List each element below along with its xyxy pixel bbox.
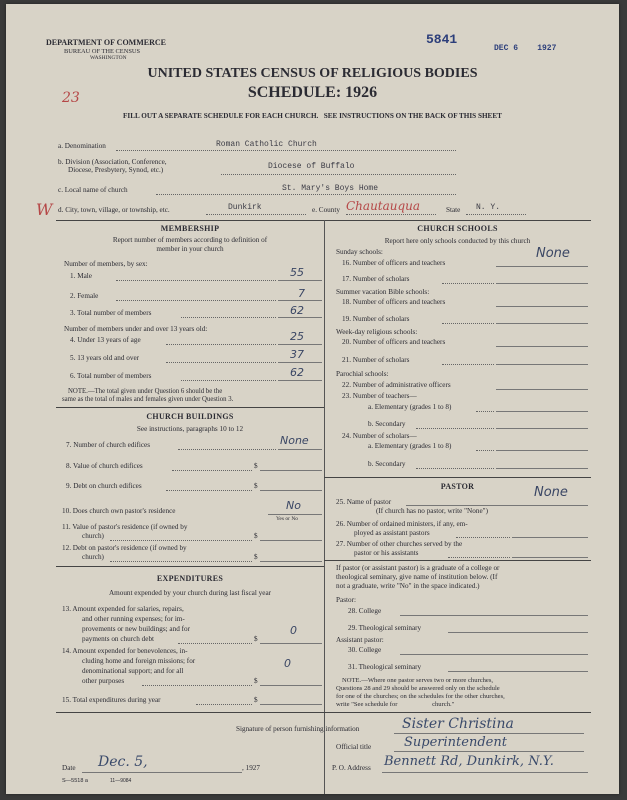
po-address-answer-line [382,772,588,773]
male-answer-line [278,280,322,281]
margin-w: W [36,200,53,219]
division-label-1: b. Division (Association, Conference, [58,158,167,166]
debt-residence-answer-line [260,561,322,562]
date-year: , 1927 [242,764,260,772]
teachers-elementary-answer-line [496,411,588,412]
weekday-scholars-answer-line [496,364,588,365]
expenditures-heading: EXPENDITURES [156,574,224,583]
scholars-elementary-label: a. Elementary (grades 1 to 8) [368,442,452,450]
buildings-subheading: See instructions, paragraphs 10 to 12 [136,425,244,433]
benevolences-label-1: 14. Amount expended for benevolences, in- [62,647,188,655]
local-name-line [156,194,456,195]
assistant-pastors-label-2: ployed as assistant pastors [354,529,430,537]
pastor-heading: PASTOR [440,482,475,491]
value-residence-label-1: 11. Value of pastor's residence (if owned by [62,523,188,531]
membership-note-1: NOTE.—The total given under Question 6 should be the [68,388,223,395]
summer-teachers-answer-line [496,306,588,307]
bureau-name: BUREAU OF THE CENSUS [64,48,141,55]
pastor-note-3: for one of the churches; on the schedules for the other churches, [336,693,505,700]
county-label: e. County [312,206,340,214]
sunday-scholars-answer-line [496,283,588,284]
over-13-answer-line [278,362,322,363]
stamp-date: DEC 6 1927 [494,44,557,53]
weekday-teachers-label: 20. Number of officers and teachers [342,338,446,346]
scholars-secondary-answer-line [496,468,588,469]
total-expenditures-label: 15. Total expenditures during year [62,696,161,704]
church-edifices-dots [178,449,276,450]
running-expenses-value: 0 [290,624,297,637]
assistant-pastors-label-1: 26. Number of ordained ministers, if any, em- [336,520,468,528]
denomination-label: a. Denomination [58,142,106,150]
pastor-name-note: (If church has no pastor, write "None") [376,507,488,515]
assistant-college-label: 30. College [348,646,382,654]
running-expenses-label-4: payments on church debt [82,635,155,643]
assistant-pastors-dots [456,537,510,538]
female-label: 2. Female [70,292,99,300]
official-title-value: Superintendent [404,735,507,750]
teachers-secondary-label: b. Secondary [368,420,406,428]
weekday-scholars-label: 21. Number of scholars [342,356,410,364]
running-expenses-label-2: and other running expenses; for im- [82,615,185,623]
schools-subheading: Report here only schools conducted by this church [384,237,531,245]
table-column-divider [324,220,325,794]
total-expenditures-dots [196,704,252,705]
summer-scholars-answer-line [496,323,588,324]
value-residence-dollar: $ [254,532,258,540]
signature-top-rule [56,712,591,713]
benevolences-dollar: $ [254,677,258,685]
margin-number: 23 [62,90,80,106]
signature-label: Signature of person furnishing information [236,725,360,733]
total-expenditures-answer-line [260,704,322,705]
signature-value: Sister Christina [402,716,514,732]
summer-scholars-label: 19. Number of scholars [342,315,410,323]
debt-residence-dots [110,561,252,562]
yes-no-hint: Yes or No [276,516,299,522]
pastor-bottom-rule [324,560,591,561]
weekday-scholars-dots [442,364,494,365]
state-value: N. Y. [476,203,501,212]
sunday-teachers-value: None [536,246,570,261]
date-answer-line [82,772,242,773]
benevolences-answer-line [260,685,322,686]
debt-edifices-answer-line [260,490,322,491]
pastor-college-label: 28. College [348,607,382,615]
membership-intro-2: member in your church [156,245,224,253]
city-name: WASHINGTON [90,55,127,61]
total-members-age-value: 62 [290,366,304,379]
debt-edifices-label: 9. Debt on church edifices [66,482,142,490]
other-churches-label-1: 27. Number of other churches served by the [336,540,463,548]
city-label: d. City, town, village, or township, etc. [58,206,170,214]
city-value: Dunkirk [228,203,262,212]
division-line [221,174,456,175]
graduate-note-1: If pastor (or assistant pastor) is a graduate of a college or [336,564,500,572]
male-dots [116,280,276,281]
city-line [206,214,306,215]
under-13-answer-line [278,344,322,345]
pastor-seminary-answer-line [448,632,588,633]
scholars-elementary-answer-line [496,450,588,451]
local-name-label: c. Local name of church [58,186,128,194]
benevolences-dots [142,685,252,686]
graduate-note-2: theological seminary, give name of institution below. (If [336,573,498,581]
male-value: 55 [290,266,304,279]
pastor-name-label: 25. Name of pastor [336,498,392,506]
total-members-label: 3. Total number of members [70,309,152,317]
assistant-college-answer-line [400,654,588,655]
total-members-age-label: 6. Total number of members [70,372,152,380]
expenditures-subheading: Amount expended by your church during last fiscal year [108,589,272,597]
buildings-heading: CHURCH BUILDINGS [146,412,234,421]
value-edifices-answer-line [260,470,322,471]
census-schedule-sheet [6,4,619,794]
value-residence-dots [110,540,252,541]
parochial-schools-label: Parochial schools: [336,370,389,378]
running-expenses-dollar: $ [254,635,258,643]
total-members-dots [181,317,276,318]
form-number-2: 11—9084 [110,778,132,784]
scholars-elementary-dots [476,450,494,451]
denomination-value: Roman Catholic Church [216,140,317,149]
total-members-value: 62 [290,304,304,317]
pastor-note-4: write "See schedule for church." [336,701,455,708]
summer-scholars-dots [442,323,494,324]
total-members-age-dots [181,380,276,381]
owns-residence-value: No [286,499,301,512]
male-label: 1. Male [70,272,92,280]
teachers-secondary-answer-line [496,428,588,429]
membership-note-2: same as the total of males and females given under Question 3. [62,396,234,403]
running-expenses-answer-line [260,643,322,644]
po-address-value: Bennett Rd, Dunkirk, N.Y. [384,754,554,769]
teachers-elementary-label: a. Elementary (grades 1 to 8) [368,403,452,411]
teachers-secondary-dots [416,428,494,429]
county-line [346,214,436,215]
under-13-value: 25 [290,330,304,343]
under-13-label: 4. Under 13 years of age [70,336,141,344]
division-value: Diocese of Buffalo [268,162,355,171]
other-churches-dots [448,557,510,558]
county-value: Chautauqua [346,199,421,213]
admin-officers-answer-line [496,389,588,390]
over-13-dots [166,362,276,363]
sunday-scholars-label: 17. Number of scholars [342,275,410,283]
debt-residence-label-1: 12. Debt on pastor's residence (if owned by [62,544,187,552]
schools-heading: CHURCH SCHOOLS [417,224,498,233]
other-churches-label-2: pastor or his assistants [354,549,419,557]
state-label: State [446,206,461,214]
form-number: S—5518 a [62,778,88,784]
over-13-label: 5. 13 years old and over [70,354,140,362]
female-answer-line [278,300,322,301]
debt-residence-dollar: $ [254,553,258,561]
teachers-elementary-dots [476,411,494,412]
pastor-note-1: NOTE.—Where one pastor serves two or more churches, [342,677,494,684]
assistant-pastors-answer-line [512,537,588,538]
pastor-seminary-label: 29. Theological seminary [348,624,422,632]
schools-bottom-rule [324,477,591,478]
scholars-secondary-dots [416,468,494,469]
debt-edifices-dots [166,490,252,491]
under-13-dots [166,344,276,345]
assistant-seminary-answer-line [448,671,588,672]
local-name-value: St. Mary's Boys Home [282,184,379,193]
over-13-value: 37 [290,348,304,361]
summer-schools-label: Summer vacation Bible schools: [336,288,430,296]
signature-answer-line [394,733,584,734]
pastor-subheading: Pastor: [336,596,356,604]
buildings-bottom-rule [56,566,324,567]
by-sex-label: Number of members, by sex: [64,260,148,268]
benevolences-label-3: denominational support; and for all [82,667,184,675]
po-address-label: P. O. Address [332,764,371,772]
debt-residence-label-2: church) [82,553,104,561]
running-expenses-label-1: 13. Amount expended for salaries, repairs, [62,605,184,613]
pastor-name-value: None [534,485,568,500]
other-churches-answer-line [512,557,588,558]
value-edifices-dollar: $ [254,462,258,470]
church-edifices-label: 7. Number of church edifices [66,441,151,449]
value-edifices-label: 8. Value of church edifices [66,462,143,470]
benevolences-label-4: other purposes [82,677,125,685]
sunday-schools-label: Sunday schools: [336,248,383,256]
owns-residence-answer-line [268,514,322,515]
stamp-number: 5841 [426,32,458,47]
dept-name: DEPARTMENT OF COMMERCE [46,38,167,47]
official-title-answer-line [394,751,584,752]
running-expenses-dots [178,643,252,644]
female-dots [116,300,276,301]
pastor-note-2: Questions 28 and 29 should be answered only on the schedule [336,685,500,692]
church-edifices-value: None [280,434,309,447]
date-value: Dec. 5, [98,754,148,770]
value-edifices-dots [172,470,252,471]
admin-officers-label: 22. Number of administrative officers [342,381,451,389]
owns-residence-label: 10. Does church own pastor's residence [62,507,176,515]
female-value: 7 [298,287,305,300]
division-label-2: Diocese, Presbytery, Synod, etc.) [68,166,164,174]
scholars-secondary-label: b. Secondary [368,460,406,468]
sunday-scholars-dots [442,283,494,284]
pastor-college-answer-line [400,615,588,616]
state-line [466,214,526,215]
membership-intro-1: Report number of members according to definition of [112,236,268,244]
official-title-label: Official title [336,743,372,751]
weekday-teachers-answer-line [496,346,588,347]
total-members-answer-line [278,317,322,318]
running-expenses-label-3: provements or new buildings; and for [82,625,190,633]
form-subtitle: SCHEDULE: 1926 [247,84,378,101]
value-residence-answer-line [260,540,322,541]
assistant-pastor-subheading: Assistant pastor: [336,636,384,644]
date-label: Date [62,764,76,772]
membership-bottom-rule [56,407,324,408]
debt-edifices-dollar: $ [254,482,258,490]
church-edifices-answer-line [278,449,322,450]
total-members-age-answer-line [278,380,322,381]
sunday-teachers-label: 16. Number of officers and teachers [342,259,446,267]
benevolences-label-2: cluding home and foreign missions; for [82,657,196,665]
sunday-teachers-answer-line [496,266,588,267]
value-residence-label-2: church) [82,532,104,540]
graduate-note-3: not a graduate, write "No" in the space indicated.) [336,582,480,590]
pastor-name-answer-line [406,505,588,506]
form-title: UNITED STATES CENSUS OF RELIGIOUS BODIES [147,66,478,81]
total-expenditures-dollar: $ [254,696,258,704]
under-over-label: Number of members under and over 13 years old: [64,325,208,333]
weekday-schools-label: Week-day religious schools: [336,328,418,336]
denomination-line [116,150,456,151]
assistant-seminary-label: 31. Theological seminary [348,663,422,671]
teachers-label: 23. Number of teachers— [342,392,417,400]
benevolences-value: 0 [284,657,291,670]
scholars-label: 24. Number of scholars— [342,432,417,440]
summer-teachers-label: 18. Number of officers and teachers [342,298,446,306]
instruction-line: FILL OUT A SEPARATE SCHEDULE FOR EACH CHURCH. SEE INSTRUCTIONS ON THE BACK OF THIS SHEET [123,112,502,120]
membership-heading: MEMBERSHIP [160,224,220,233]
